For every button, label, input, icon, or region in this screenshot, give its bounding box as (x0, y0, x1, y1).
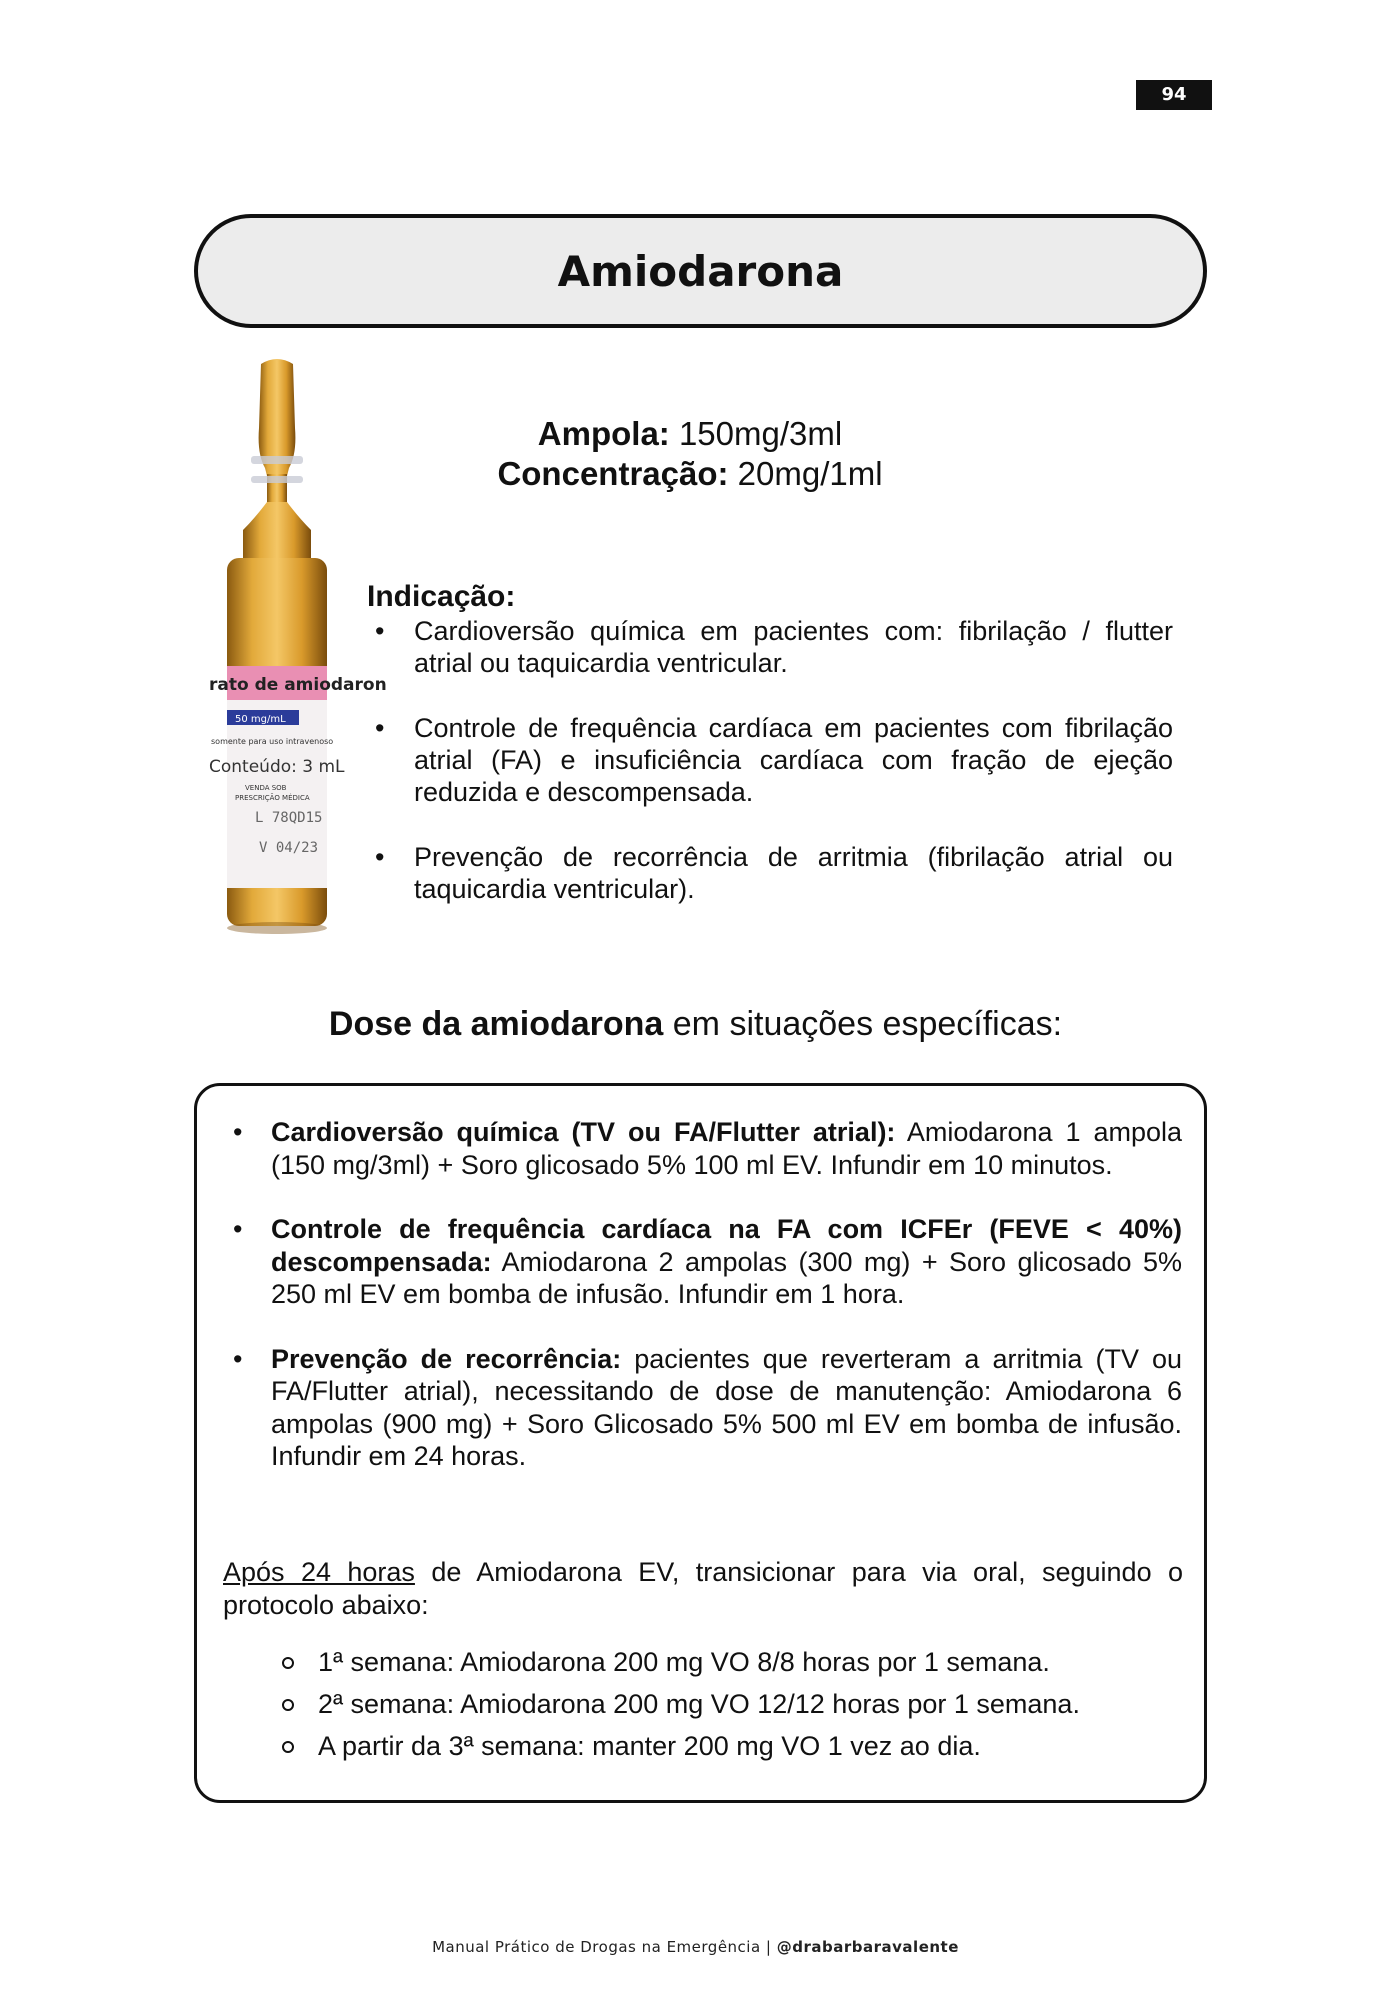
page-title: Amiodarona (557, 246, 844, 296)
ampola-label: Ampola: (537, 415, 670, 452)
dose-section-heading (0, 1005, 1391, 1044)
svg-text:PRESCRIÇÃO MÉDICA: PRESCRIÇÃO MÉDICA (235, 794, 310, 802)
svg-text:L 78QD15: L 78QD15 (255, 810, 323, 826)
svg-text:Conteúdo: 3 mL: Conteúdo: 3 mL (209, 757, 345, 777)
dose-heading-rest: em situações específicas: (663, 1005, 1063, 1043)
page-number: 94 (1136, 80, 1212, 110)
after-text: de Amiodarona EV, transicionar para via oral, seguindo o protocolo abaixo: (223, 1557, 1184, 1620)
indication-list (367, 615, 1173, 938)
after-24h-underlined: Após 24 horas (223, 1557, 415, 1587)
dose-list (225, 1116, 1182, 1505)
svg-text:rato de amiodaron: rato de amiodaron (209, 675, 387, 695)
dose-item (225, 1343, 1182, 1473)
oral-protocol-list (280, 1646, 1180, 1772)
concentracao-value: 20mg/1ml (728, 455, 883, 492)
dose-item (225, 1213, 1182, 1311)
dose-item-title: Controle de frequência cardíaca na FA com ICFEr (FEVE < 40%) descompensada: (271, 1214, 1182, 1277)
dose-item-text: Amiodarona 2 ampolas (300 mg) + Soro glicosado 5% 250 ml EV em bomba de infusão. Infundir em 1 hora. (271, 1246, 1182, 1309)
svg-text:somente para uso intravenoso: somente para uso intravenoso (211, 737, 334, 746)
dose-item (225, 1116, 1182, 1181)
svg-text:VENDA SOB: VENDA SOB (245, 784, 287, 792)
dose-item-text: pacientes que reverteram a arritmia (TV ou FA/Flutter atrial), necessitando de dose de manutenção: Amiodarona 6 ampolas (900 mg) + Soro Glicosado 5% 500 ml EV em bomba de infusão. Infundir em 24 horas. (271, 1343, 1182, 1471)
indication-item: • Prevenção de recorrência de arritmia (fibrilação atrial ou taquicardia ventricular). (367, 841, 1173, 905)
ampoule-specs (420, 414, 960, 494)
amiodarone-ampoule-image (209, 358, 387, 941)
ampola-line (420, 414, 960, 454)
title-banner (194, 214, 1207, 328)
dose-item-title: Cardioversão química (TV ou FA/Flutter atrial): (271, 1117, 896, 1147)
indication-item: • Cardioversão química em pacientes com: fibrilação / flutter atrial ou taquicardia ventricular. (367, 615, 1173, 679)
protocol-week-item: 2ª semana: Amiodarona 200 mg VO 12/12 horas por 1 semana. (280, 1688, 1180, 1720)
footer-handle: @drabarbaravalente (776, 1938, 959, 1956)
protocol-week-item: 1ª semana: Amiodarona 200 mg VO 8/8 horas por 1 semana. (280, 1646, 1180, 1678)
dose-item-title: Prevenção de recorrência: (271, 1343, 622, 1374)
oral-transition-text (223, 1556, 1183, 1621)
dose-heading-bold: Dose da amiodarona (328, 1005, 664, 1043)
footer-text: Manual Prático de Drogas na Emergência | (432, 1938, 777, 1956)
page-footer (0, 1938, 1391, 1956)
dose-item-text: Amiodarona 1 ampola (150 mg/3ml) + Soro glicosado 5% 100 ml EV. Infundir em 10 minutos. (271, 1117, 1183, 1180)
indication-item: • Controle de frequência cardíaca em pacientes com fibrilação atrial (FA) e insuficiência cardíaca com fração de ejeção reduzida e descompensada. (367, 712, 1173, 808)
ampola-value: 150mg/3ml (669, 415, 843, 452)
concentracao-label: Concentração: (497, 455, 729, 492)
svg-text:V 04/23: V 04/23 (259, 840, 319, 856)
protocol-week-item: A partir da 3ª semana: manter 200 mg VO 1 vez ao dia. (280, 1730, 1180, 1762)
svg-text:50 mg/mL: 50 mg/mL (235, 714, 286, 725)
concentracao-line (420, 454, 960, 494)
indication-heading: Indicação: (367, 580, 516, 613)
